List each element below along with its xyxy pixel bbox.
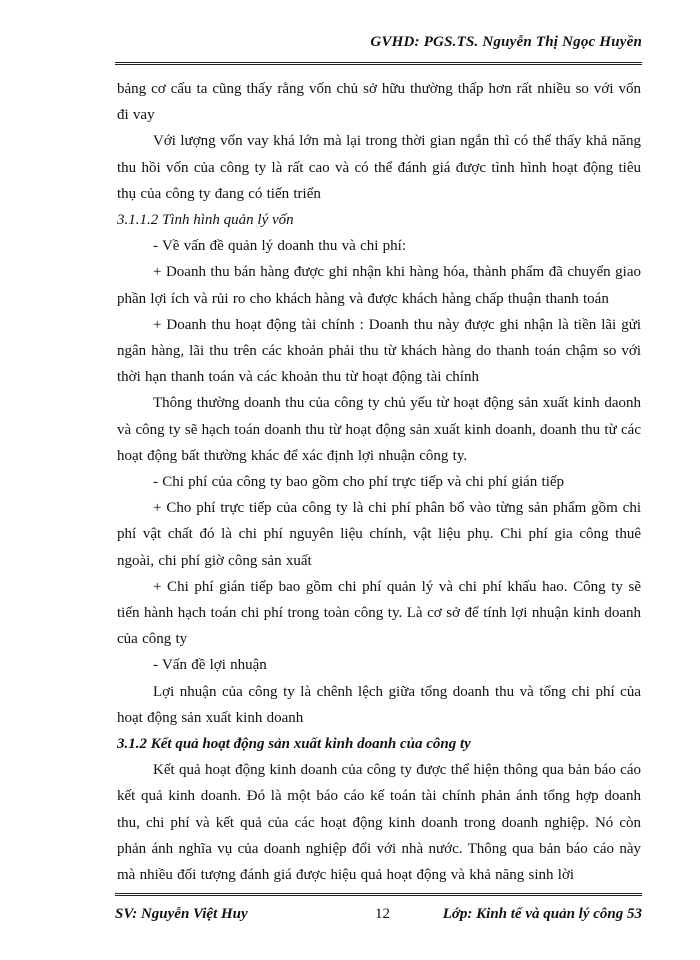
paragraph: Thông thường doanh thu của công ty chủ yếu từ hoạt động sản xuất kinh daonh và công ty sẽ hạch toán doanh thu từ hoạt động sản xuất kinh doanh, doanh thu từ các hoạt động bất thường khác để xác định lợi nhuận công ty. — [117, 395, 641, 464]
page-number: 12 — [375, 906, 390, 922]
paragraph: bảng cơ cấu ta cũng thấy rằng vốn chủ sở hữu thường thấp hơn rất nhiều so với vốn đi vay — [117, 81, 641, 124]
list-item: + Doanh thu bán hàng được ghi nhận khi hàng hóa, thành phẩm đã chuyển giao phần lợi ích và rủi ro cho khách hàng và được khách hàng chấp thuận thanh toán — [117, 264, 641, 307]
list-item: - Về vấn đề quản lý doanh thu và chi phí: — [153, 238, 406, 255]
list-item: - Vấn đề lợi nhuận — [153, 657, 267, 674]
document-body — [117, 76, 641, 888]
paragraph: Kết quả hoạt động kinh doanh của công ty được thể hiện thông qua bản báo cáo kết quả kinh doanh. Đó là một báo cáo kế toán tài chính phản ánh tổng hợp doanh thu, chi phí và kết quả của các hoạt động kinh doanh trong doanh nghiệp. Nó còn phản ánh nghĩa vụ của doanh nghiệp đối với nhà nước. Thông qua bản báo cáo này mà nhiều đối tượng đánh giá được hiệu quả hoạt động và khả năng sinh lời — [117, 762, 641, 884]
paragraph: Lợi nhuận của công ty là chênh lệch giữa tổng doanh thu và tổng chi phí của hoạt động sản xuất kinh doanh — [117, 683, 641, 726]
section-heading-3-1-1-2: 3.1.1.2 Tình hình quản lý vốn — [117, 212, 294, 229]
section-heading-3-1-2: 3.1.2 Kết quả hoạt động sản xuất kinh doanh của công ty — [117, 736, 471, 753]
header-advisor-text: GVHD: PGS.TS. Nguyễn Thị Ngọc Huyền — [370, 34, 642, 50]
paragraph: Với lượng vốn vay khá lớn mà lại trong thời gian ngắn thì có thể thấy khả năng thu hồi vốn của công ty là rất cao và có thể đánh giá được tình hình hoạt động tiêu thụ của công ty đang có tiến triển — [117, 133, 641, 202]
list-item: + Chi phí gián tiếp bao gồm chi phí quản lý và chi phí khấu hao. Công ty sẽ tiến hành hạch toán chi phí trong toàn công ty. Là cơ sở để tính lợi nhuận kinh doanh của công ty — [117, 578, 641, 648]
page-footer — [115, 893, 642, 936]
list-item: - Chi phí của công ty bao gồm cho phí trực tiếp và chi phí gián tiếp — [153, 474, 565, 491]
list-item: + Cho phí trực tiếp của công ty là chi phí phân bổ vào từng sản phẩm gồm chi phí vật chất đó là chi phí nguyên liệu chính, vật liệu phụ. Chi phí gia công thuê ngoài, chi phí giờ công sản xuất — [117, 500, 641, 569]
page-header — [115, 18, 642, 65]
list-item: + Doanh thu hoạt động tài chính : Doanh thu này được ghi nhận là tiền lãi gửi ngân hàng, lãi thu trên các khoản phải thu từ khách hàng do thanh toán chậm so với thời hạn thanh toán và các khoản thu từ hoạt động tài chính — [117, 316, 641, 386]
footer-student-name: SV: Nguyễn Việt Huy — [115, 906, 248, 922]
footer-class-name: Lớp: Kinh tế và quản lý công 53 — [442, 906, 642, 922]
